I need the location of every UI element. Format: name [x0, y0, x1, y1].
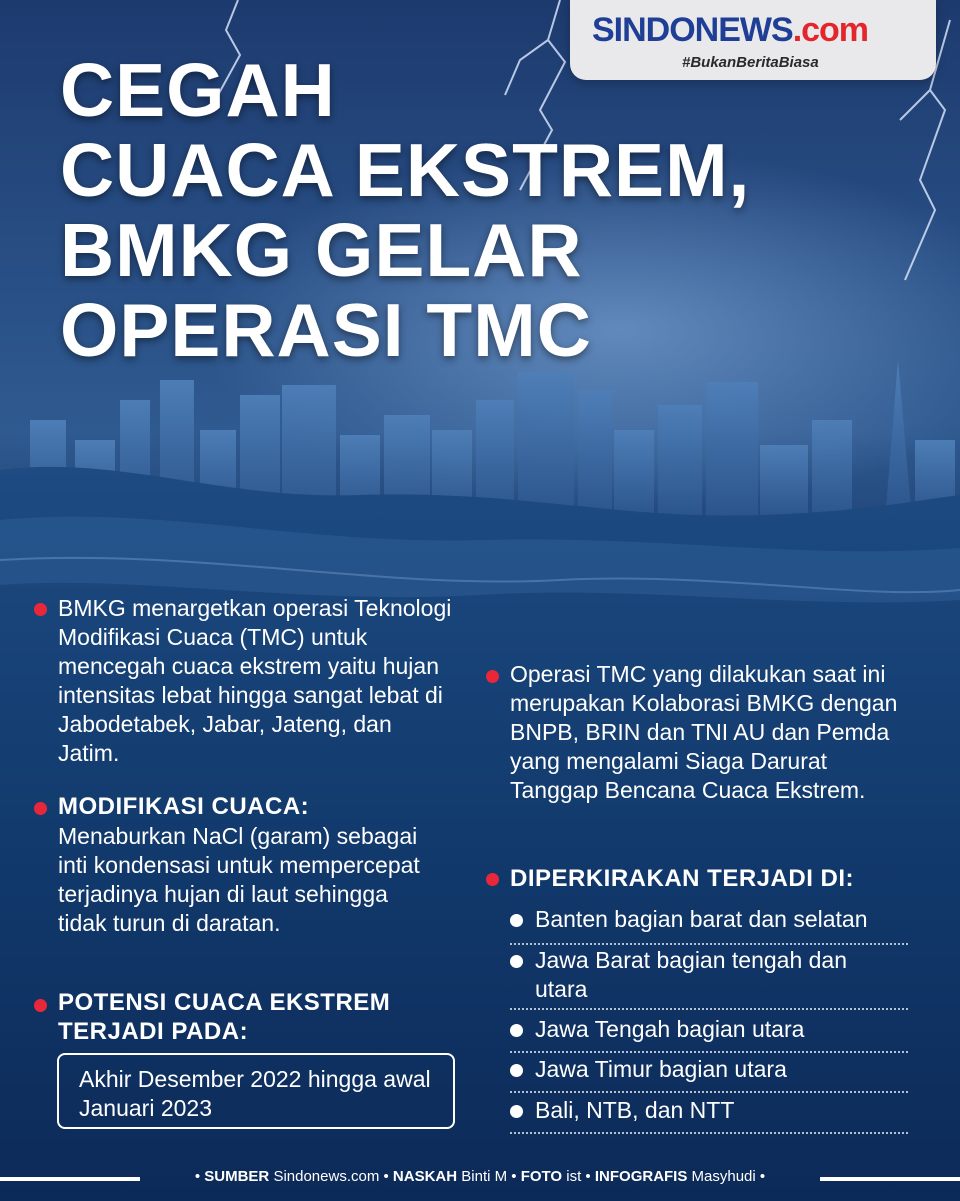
red-bullet-icon: [486, 670, 499, 683]
red-bullet-icon: [486, 873, 499, 886]
diperkirakan-heading: DIPERKIRAKAN TERJADI DI:: [510, 865, 855, 892]
date-range-text: Akhir Desember 2022 hingga awal Januari 2023: [79, 1066, 431, 1121]
logo-tagline: #BukanBeritaBiasa: [682, 54, 819, 71]
white-bullet-icon: [510, 955, 523, 968]
red-bullet-icon: [34, 802, 47, 815]
title-line: BMKG GELAR: [60, 208, 583, 292]
title-line: OPERASI TMC: [60, 288, 592, 372]
potensi-heading: POTENSI CUACA EKSTREM TERJADI PADA:: [58, 989, 391, 1045]
title-line: CEGAH: [60, 48, 336, 132]
white-bullet-icon: [510, 1064, 523, 1077]
list-item: Jawa Tengah bagian utara: [510, 1015, 908, 1053]
date-range-box: [57, 1053, 455, 1129]
list-item: Banten bagian barat dan selatan: [510, 905, 908, 945]
white-bullet-icon: [510, 914, 523, 927]
modifikasi-body: Menaburkan NaCl (garam) sebagai inti kondensasi untuk mempercepat terjadinya hujan di laut sehingga tidak turun di daratan.: [58, 823, 420, 936]
title-line: CUACA EKSTREM,: [60, 128, 751, 212]
list-item: Bali, NTB, dan NTT: [510, 1096, 908, 1134]
modifikasi-heading: MODIFIKASI CUACA:: [58, 793, 310, 820]
logo-wordmark: SINDONEWS.com: [592, 11, 869, 49]
credits-footer: • SUMBER Sindonews.com • NASKAH Binti M • FOTO ist • INFOGRAFIS Masyhudi •: [194, 1168, 766, 1185]
white-bullet-icon: [510, 1105, 523, 1118]
red-bullet-icon: [34, 999, 47, 1012]
page-title: [60, 50, 920, 370]
red-bullet-icon: [34, 603, 47, 616]
list-item: Jawa Timur bagian utara: [510, 1055, 908, 1093]
white-bullet-icon: [510, 1024, 523, 1037]
operasi-paragraph: Operasi TMC yang dilakukan saat ini merupakan Kolaborasi BMKG dengan BNPB, BRIN dan TNI AU dan Pemda yang mengalami Siaga Darurat Tanggap Bencana Cuaca Ekstrem.: [510, 661, 898, 803]
list-item: Jawa Barat bagian tengah dan utara: [510, 946, 908, 1010]
intro-paragraph: BMKG menargetkan operasi Teknologi Modifikasi Cuaca (TMC) untuk mencegah cuaca ekstrem yaitu hujan intensitas lebat hingga sangat lebat di Jabodetabek, Jabar, Jateng, dan Jatim.: [58, 595, 452, 766]
